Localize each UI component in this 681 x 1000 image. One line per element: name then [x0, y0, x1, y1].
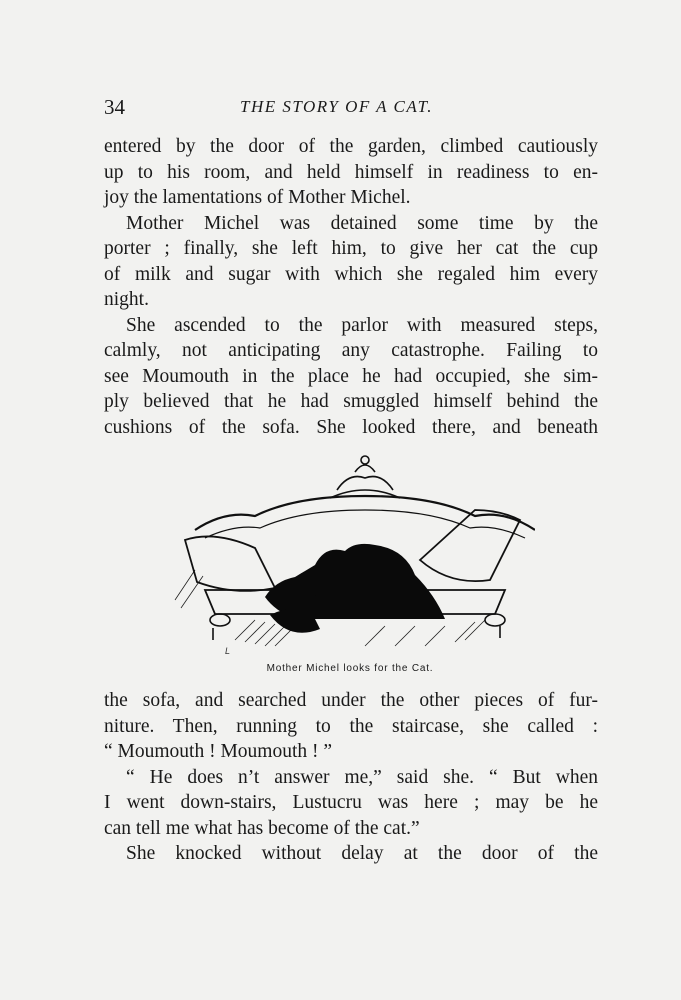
mother-michel-silhouette: [265, 544, 445, 619]
sofa-crest: [330, 456, 400, 498]
text-line: entered by the door of the garden, climbed cautiously: [104, 136, 598, 157]
figure-caption: Mother Michel looks for the Cat.: [266, 663, 434, 674]
text-line: Mother Michel was detained some time by the: [126, 212, 598, 234]
artist-signature: L: [225, 646, 231, 656]
page-number: 34: [104, 95, 125, 119]
running-title: THE STORY OF A CAT.: [240, 97, 434, 116]
text-line: night.: [104, 289, 149, 310]
text-line: I went down-stairs, Lustucru was here ; may be he: [104, 792, 598, 813]
text-line: “ He does n’t answer me,” said she. “ But when: [126, 766, 598, 788]
text-line: porter ; finally, she left him, to give her cat the cup: [104, 238, 598, 259]
sofa-back: [195, 496, 535, 530]
text-line: ply believed that he had smuggled himself behind the: [104, 391, 598, 412]
text-line: niture. Then, running to the staircase, she called :: [104, 715, 598, 737]
text-line: She knocked without delay at the door of the: [126, 843, 598, 864]
text-line: see Moumouth in the place he had occupied, she sim-: [104, 365, 598, 387]
body-text-top: [104, 134, 598, 440]
text-line: up to his room, and held himself in readiness to en-: [104, 161, 598, 183]
body-text-bottom: [104, 688, 598, 867]
text-line: the sofa, and searched under the other pieces of fur-: [104, 690, 598, 711]
sofa-illustration: [165, 450, 535, 660]
text-line: “ Moumouth ! Moumouth ! ”: [104, 741, 333, 762]
text-line: cushions of the sofa. She looked there, and beneath: [104, 416, 598, 438]
text-line: calmly, not anticipating any catastrophe. Failing to: [104, 340, 598, 361]
text-line: of milk and sugar with which she regaled him every: [104, 263, 598, 285]
illustration-figure: [165, 450, 535, 682]
text-line: can tell me what has become of the cat.”: [104, 817, 420, 839]
right-cushion: [420, 510, 520, 581]
text-line: joy the lamentations of Mother Michel.: [104, 187, 411, 208]
page-header: [104, 93, 598, 121]
left-cushion: [185, 536, 275, 590]
text-line: She ascended to the parlor with measured steps,: [126, 314, 598, 336]
